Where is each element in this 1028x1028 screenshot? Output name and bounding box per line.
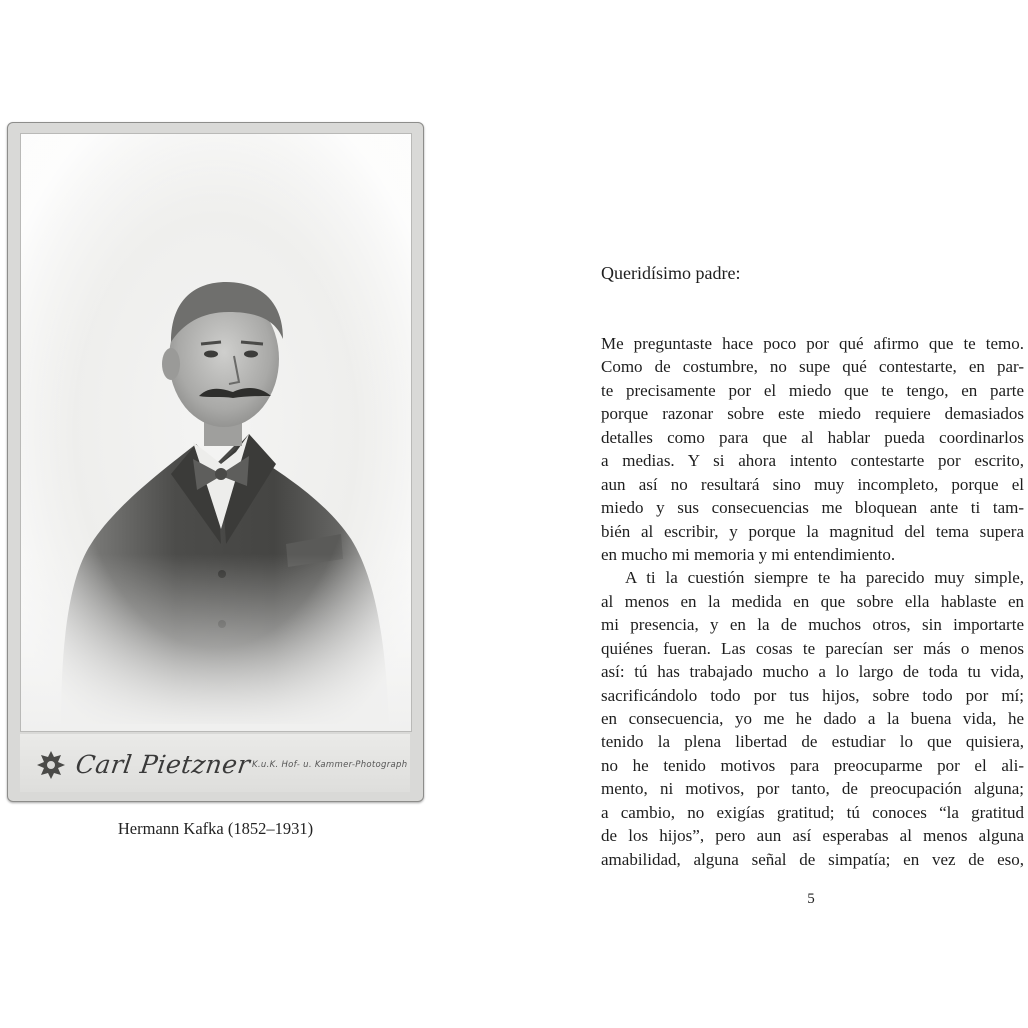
photographer-imprint: [20, 734, 410, 792]
studio-name: Carl Pietzner: [73, 750, 253, 779]
text-line: quiénes fueran. Las cosas te parecían ser más o menos: [601, 638, 1024, 658]
studio-subtitle: K.u.K. Hof- u. Kammer-Photograph: [252, 760, 408, 770]
text-line: amabilidad, alguna señal de simpatía; en vez de eso,: [601, 849, 1024, 869]
imperial-eagle-icon: [34, 748, 68, 782]
text-line: de los hijos”, pero aun así esperabas al menos alguna: [601, 826, 1024, 846]
text-line: al menos en la medida en que sobre ella hablaste en: [601, 591, 1024, 611]
text-line: detalles como para que al hablar pueda coordinarlos: [601, 427, 1024, 447]
text-line: porque razonar sobre este miedo requiere demasiados: [601, 404, 1024, 424]
text-line: A ti la cuestión siempre te ha parecido muy simple,: [625, 568, 1024, 588]
text-line: tenido la plena libertad de estudiar lo que quisiera,: [601, 732, 1024, 752]
photo-caption: Hermann Kafka (1852–1931): [117, 819, 314, 838]
text-line: Como de costumbre, no supe qué contestarte, en par-: [601, 357, 1024, 377]
text-line: aun así no resultará sino muy incompleto, porque el: [601, 474, 1024, 494]
text-line: mi presencia, y en la de muchos otros, sin importarte: [601, 615, 1024, 635]
text-line: a cambio, no exigías gratitud; tú conoces “la gratitud: [601, 802, 1024, 822]
portrait-image: [21, 134, 411, 731]
portrait-photo-card: [7, 122, 424, 802]
letter-salutation: Queridísimo padre:: [601, 263, 741, 283]
text-line: así: tú has trabajado mucho a lo largo de toda tu vida,: [601, 662, 1024, 682]
text-line: en mucho mi memoria y mi entendimiento.: [601, 544, 896, 564]
text-line: mento, ni motivos, por tanto, de preocupación alguna;: [601, 779, 1024, 799]
page-number: 5: [807, 891, 815, 907]
letter-body: [601, 332, 1024, 871]
text-line: te precisamente por el miedo que te tengo, en parte: [601, 380, 1024, 400]
portrait-photo: [20, 133, 412, 732]
text-line: miedo y sus consecuencias me bloquean ante ti tam-: [601, 498, 1024, 518]
text-line: Me preguntaste hace poco por qué afirmo que te temo.: [601, 334, 1024, 353]
text-line: a medias. Y si ahora intento contestarte por escrito,: [601, 451, 1024, 471]
text-line: no he tenido motivos para preocuparme por el ali-: [601, 755, 1024, 775]
text-line: bién al escribir, y porque la magnitud del tema supera: [601, 521, 1024, 541]
text-line: en consecuencia, yo me he dado a la buena vida, he: [601, 709, 1024, 728]
text-line: sacrificándolo todo por tus hijos, sobre todo por mí;: [601, 685, 1024, 705]
